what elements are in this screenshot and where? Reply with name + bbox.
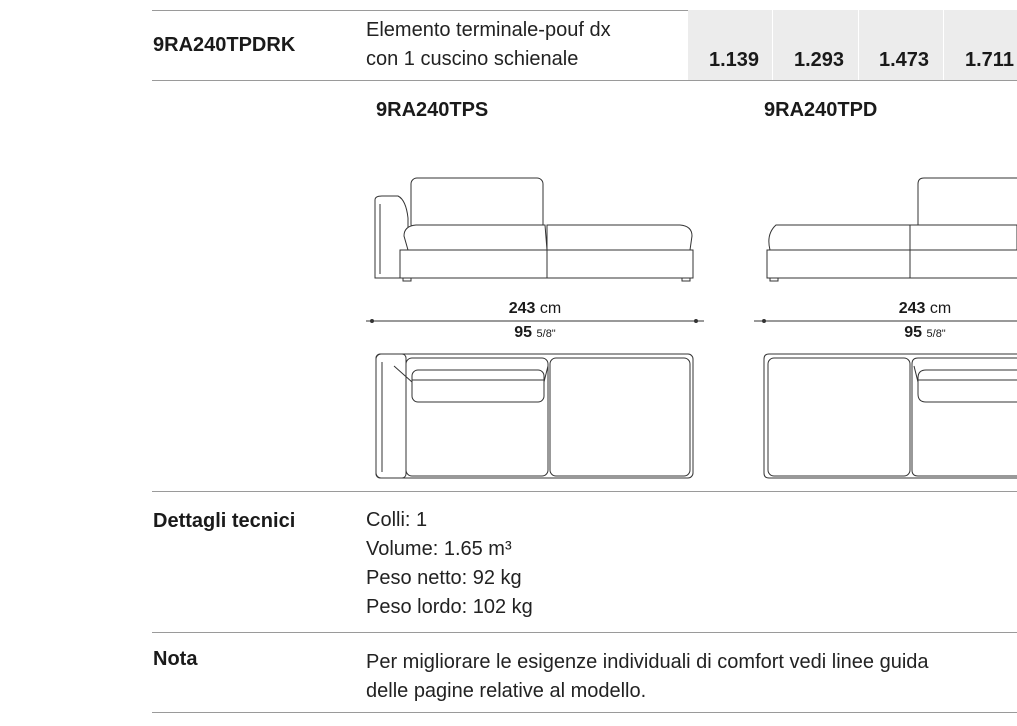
product-description-line1: Elemento terminale-pouf dx	[366, 19, 611, 41]
tech-detail-line: Peso lordo: 102 kg	[366, 596, 533, 618]
right-sofa-front-elevation	[760, 170, 1017, 285]
tech-detail-line: Peso netto: 92 kg	[366, 567, 522, 589]
price-separator	[858, 10, 859, 80]
price-separator	[772, 10, 773, 80]
drawings-bottom-rule	[152, 491, 1017, 492]
row-rule	[152, 80, 1017, 81]
right-sofa-plan-view	[762, 352, 1017, 482]
left-dimension-in	[480, 324, 590, 342]
price-separator	[943, 10, 944, 80]
left-dimension-in-value: 95	[514, 324, 533, 341]
price-3: 1.473	[879, 49, 930, 71]
left-sofa-plan-view	[374, 352, 699, 482]
tech-detail-line: Colli: 1	[366, 509, 428, 531]
price-4: 1.711	[965, 49, 1014, 71]
left-dimension-cm-value: 243	[508, 300, 536, 317]
right-dimension-cm-value: 243	[898, 300, 926, 317]
left-sofa-front-elevation	[370, 170, 700, 285]
left-dimension-in-fraction: 5/8"	[536, 328, 556, 340]
right-dimension-in-value: 95	[904, 324, 923, 341]
right-dimension-in-fraction: 5/8"	[926, 328, 946, 340]
technical-details-title: Dettagli tecnici	[153, 510, 296, 532]
technical-details-list	[366, 506, 533, 622]
note-text-line1: Per migliorare le esigenze individuali di comfort vedi linee guida	[366, 651, 929, 673]
right-dimension-cm-unit: cm	[929, 300, 952, 317]
left-dimension-cm	[480, 300, 590, 318]
left-dimension-cm-unit: cm	[539, 300, 562, 317]
price-1: 1.139	[709, 49, 760, 71]
note-title: Nota	[153, 648, 198, 670]
bottom-rule	[152, 712, 1017, 713]
technical-details-bottom-rule	[152, 632, 1017, 633]
note-text-line2: delle pagine relative al modello.	[366, 680, 647, 702]
product-description-line2: con 1 cuscino schienale	[366, 48, 579, 70]
price-2: 1.293	[794, 49, 845, 71]
right-dimension-in	[870, 324, 980, 342]
tech-detail-line: Volume: 1.65 m³	[366, 538, 512, 560]
right-dimension-cm	[870, 300, 980, 318]
left-drawing-label: 9RA240TPS	[376, 99, 489, 121]
right-drawing-label: 9RA240TPD	[764, 99, 878, 121]
product-code: 9RA240TPDRK	[153, 34, 296, 56]
